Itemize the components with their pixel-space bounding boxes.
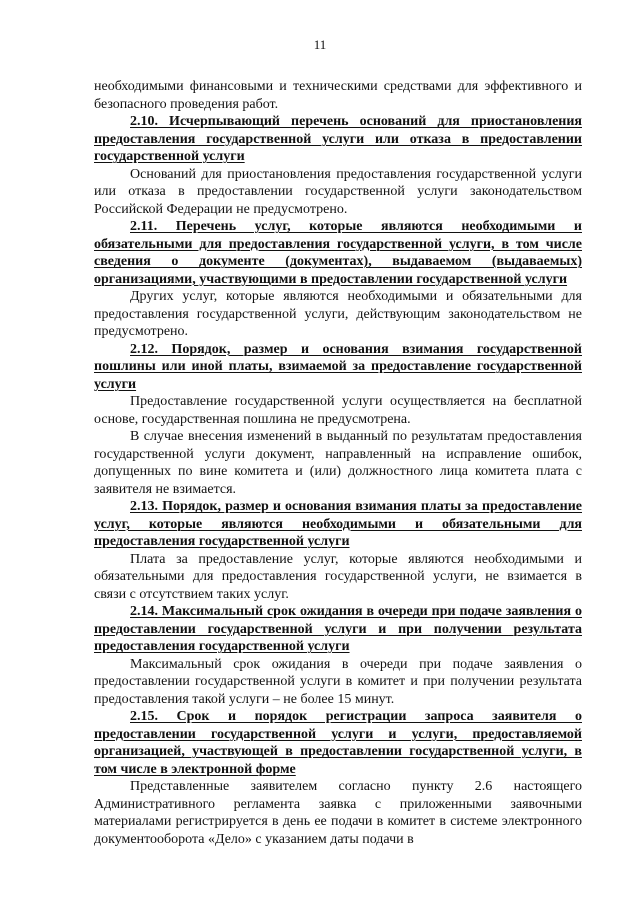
paragraph-2-12-body-2: В случае внесения изменений в выданный по результатам предоставления государственной услуги документ, направленный на исправление ошибок, допущенных по вине комитета и (или) должностного лица комитета плата с заявителя не взимается. <box>94 429 582 497</box>
paragraph-continuation: необходимыми финансовыми и техническими средствами для эффективного и безопасного проведения работ. <box>94 79 582 112</box>
paragraph-2-14-body: Максимальный срок ожидания в очереди при подаче заявления о предоставлении государственной услуги в комитет и при получении результата предоставления такой услуги – не более 15 минут. <box>94 656 582 707</box>
section-heading-2-11: 2.11. Перечень услуг, которые являются необходимыми и обязательными для предоставления государственной услуги, в том числе сведения о документе (документах), выдаваемом (выдаваемых) организациями, участвующими в предоставлении государственной услуги <box>94 219 582 287</box>
paragraph-2-15-body: Представленные заявителем согласно пункту 2.6 настоящего Административного регламента заявка с приложенными заявочными материалами регистрируется в день ее подачи в комитет в системе электронного документооборота «Дело» с указанием даты подачи в <box>94 779 582 847</box>
section-heading-2-10: 2.10. Исчерпывающий перечень оснований для приостановления предоставления государственной услуги или отказа в предоставлении государственной услуги <box>94 114 582 164</box>
section-heading-2-13: 2.13. Порядок, размер и основания взимания платы за предоставление услуг, которые являются необходимыми и обязательными для предоставления государственной услуги <box>94 499 582 549</box>
page-number: 11 <box>313 37 327 52</box>
section-heading-2-15: 2.15. Срок и порядок регистрации запроса заявителя о предоставлении государственной услуги и услуги, предоставляемой организацией, участвующей в предоставлении государственной услуги, в том числе в электронной форме <box>94 709 582 777</box>
paragraph-2-11-body: Других услуг, которые являются необходимыми и обязательными для предоставления государственной услуги, действующим законодательством не предусмотрено. <box>94 289 582 339</box>
section-heading-2-12: 2.12. Порядок, размер и основания взимания государственной пошлины или иной платы, взимаемой за предоставление государственной услуги <box>94 341 582 392</box>
section-heading-2-14: 2.14. Максимальный срок ожидания в очереди при подаче заявления о предоставлении государственной услуги и при получении результата предоставления государственной услуги <box>94 604 582 654</box>
paragraph-2-12-body: Предоставление государственной услуги осуществляется на бесплатной основе, государственная пошлина не предусмотрена. <box>94 394 582 427</box>
document-body <box>94 78 582 848</box>
paragraph-2-13-body: Плата за предоставление услуг, которые являются необходимыми и обязательными для предоставления государственной услуги, не взимается в связи с отсутствием таких услуг. <box>94 551 582 602</box>
paragraph-2-10-body: Оснований для приостановления предоставления государственной услуги или отказа в предоставлении государственной услуги законодательством Российской Федерации не предусмотрено. <box>94 166 582 217</box>
